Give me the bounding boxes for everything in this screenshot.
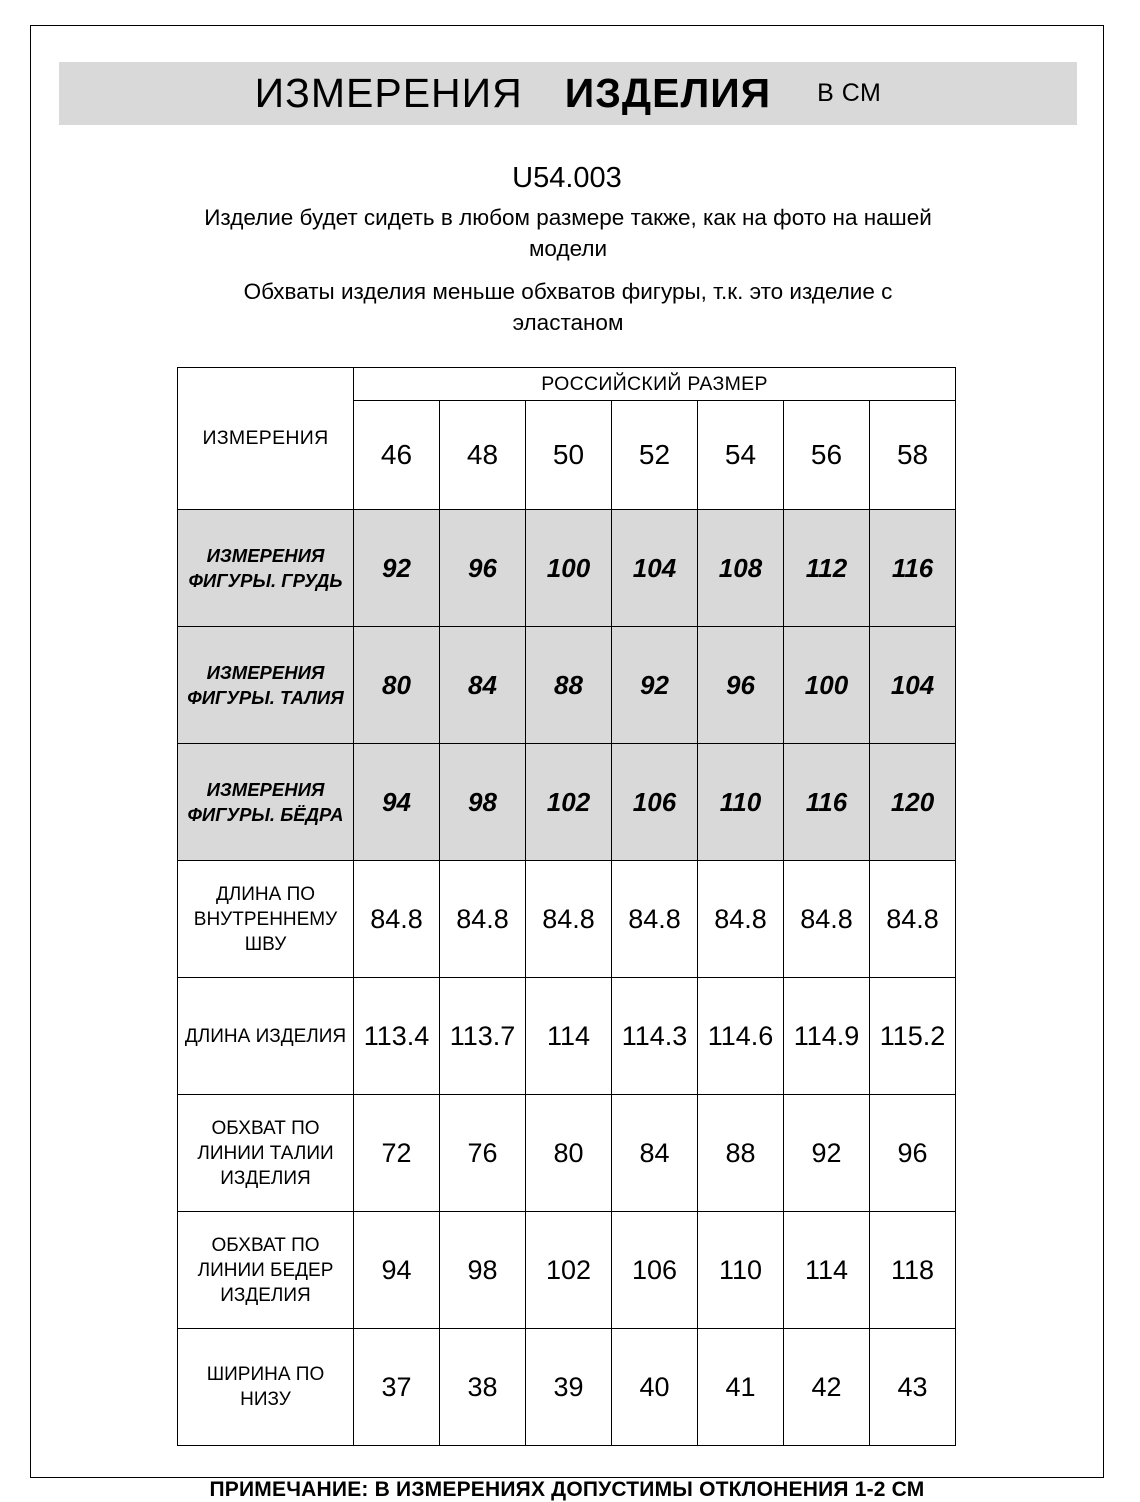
- russian-size-group-header: РОССИЙСКИЙ РАЗМЕР: [354, 368, 956, 401]
- row-value: 92: [354, 510, 440, 627]
- table-head-group-row: [178, 368, 956, 401]
- row-value: 96: [870, 1095, 956, 1212]
- row-value: 39: [526, 1329, 612, 1446]
- row-label: ДЛИНА ПО ВНУТРЕННЕМУ ШВУ: [178, 861, 354, 978]
- row-value: 72: [354, 1095, 440, 1212]
- row-value: 84.8: [526, 861, 612, 978]
- table-head: [178, 368, 956, 510]
- row-label: ОБХВАТ ПО ЛИНИИ БЕДЕР ИЗДЕЛИЯ: [178, 1212, 354, 1329]
- row-value: 98: [440, 744, 526, 861]
- row-value: 84.8: [698, 861, 784, 978]
- row-value: 88: [698, 1095, 784, 1212]
- article-code: U54.003: [512, 162, 622, 194]
- table-row: [178, 627, 956, 744]
- row-value: 43: [870, 1329, 956, 1446]
- row-value: 92: [784, 1095, 870, 1212]
- row-value: 40: [612, 1329, 698, 1446]
- row-value: 110: [698, 1212, 784, 1329]
- row-value: 114: [526, 978, 612, 1095]
- row-value: 113.7: [440, 978, 526, 1095]
- row-value: 96: [698, 627, 784, 744]
- row-value: 106: [612, 744, 698, 861]
- row-value: 84.8: [612, 861, 698, 978]
- row-value: 84.8: [354, 861, 440, 978]
- table-body: [178, 510, 956, 1446]
- row-value: 37: [354, 1329, 440, 1446]
- size-header-52: 52: [612, 401, 698, 510]
- row-value: 80: [354, 627, 440, 744]
- row-value: 94: [354, 1212, 440, 1329]
- size-header-48: 48: [440, 401, 526, 510]
- table-row: [178, 1329, 956, 1446]
- row-value: 115.2: [870, 978, 956, 1095]
- row-value: 84: [612, 1095, 698, 1212]
- elastane-note: Обхваты изделия меньше обхватов фигуры, т.к. это изделие с эластаном: [243, 279, 893, 335]
- table-row: [178, 978, 956, 1095]
- row-label: ИЗМЕРЕНИЯ ФИГУРЫ. ТАЛИЯ: [178, 627, 354, 744]
- row-value: 102: [526, 1212, 612, 1329]
- fit-note: Изделие будет сидеть в любом размере также, как на фото на нашей модели: [204, 205, 932, 261]
- row-value: 108: [698, 510, 784, 627]
- row-label: ШИРИНА ПО НИЗУ: [178, 1329, 354, 1446]
- measurements-column-header: ИЗМЕРЕНИЯ: [178, 368, 354, 510]
- row-value: 84.8: [440, 861, 526, 978]
- row-value: 104: [870, 627, 956, 744]
- row-value: 104: [612, 510, 698, 627]
- title-unit-text: В СМ: [817, 79, 882, 107]
- size-header-46: 46: [354, 401, 440, 510]
- row-value: 38: [440, 1329, 526, 1446]
- row-value: 114.3: [612, 978, 698, 1095]
- row-value: 94: [354, 744, 440, 861]
- size-header-56: 56: [784, 401, 870, 510]
- size-header-58: 58: [870, 401, 956, 510]
- row-value: 114.9: [784, 978, 870, 1095]
- row-value: 112: [784, 510, 870, 627]
- table-row: [178, 861, 956, 978]
- table-row: [178, 510, 956, 627]
- row-value: 114.6: [698, 978, 784, 1095]
- size-header-50: 50: [526, 401, 612, 510]
- title-product-text: ИЗДЕЛИЯ: [564, 70, 772, 116]
- row-value: 84: [440, 627, 526, 744]
- measurements-table: [177, 367, 956, 1446]
- row-label: ДЛИНА ИЗДЕЛИЯ: [178, 978, 354, 1095]
- row-value: 114: [784, 1212, 870, 1329]
- row-value: 100: [526, 510, 612, 627]
- row-value: 76: [440, 1095, 526, 1212]
- row-label: ИЗМЕРЕНИЯ ФИГУРЫ. БЁДРА: [178, 744, 354, 861]
- row-value: 96: [440, 510, 526, 627]
- row-value: 98: [440, 1212, 526, 1329]
- row-value: 106: [612, 1212, 698, 1329]
- row-value: 113.4: [354, 978, 440, 1095]
- row-value: 120: [870, 744, 956, 861]
- size-chart-page: [30, 25, 1104, 1501]
- row-value: 116: [784, 744, 870, 861]
- size-header-54: 54: [698, 401, 784, 510]
- row-value: 84.8: [784, 861, 870, 978]
- table-row: [178, 1095, 956, 1212]
- table-row: [178, 1212, 956, 1329]
- tolerance-note: ПРИМЕЧАНИЕ: В ИЗМЕРЕНИЯХ ДОПУСТИМЫ ОТКЛОНЕНИЯ 1-2 СМ: [209, 1478, 925, 1501]
- title-band: [59, 62, 1077, 125]
- row-value: 80: [526, 1095, 612, 1212]
- row-value: 100: [784, 627, 870, 744]
- table-row: [178, 744, 956, 861]
- row-value: 84.8: [870, 861, 956, 978]
- row-value: 88: [526, 627, 612, 744]
- title-main-text: ИЗМЕРЕНИЯ: [254, 70, 523, 116]
- row-value: 102: [526, 744, 612, 861]
- row-label: ИЗМЕРЕНИЯ ФИГУРЫ. ГРУДЬ: [178, 510, 354, 627]
- row-value: 42: [784, 1329, 870, 1446]
- row-value: 118: [870, 1212, 956, 1329]
- row-value: 116: [870, 510, 956, 627]
- row-value: 41: [698, 1329, 784, 1446]
- row-value: 92: [612, 627, 698, 744]
- row-value: 110: [698, 744, 784, 861]
- row-label: ОБХВАТ ПО ЛИНИИ ТАЛИИ ИЗДЕЛИЯ: [178, 1095, 354, 1212]
